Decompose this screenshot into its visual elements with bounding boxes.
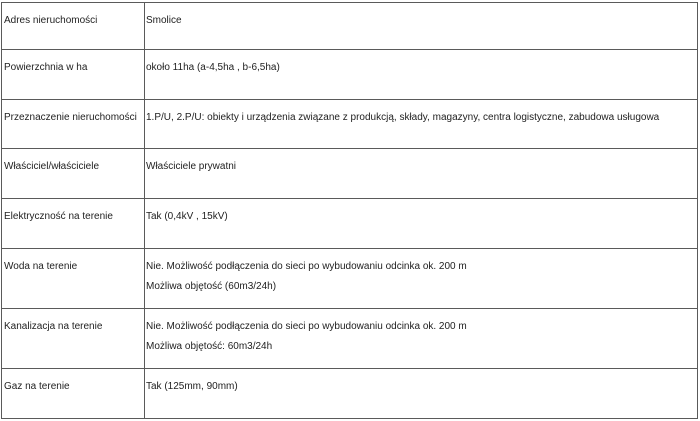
row-label-cell: [2, 100, 145, 149]
row-value: Właściciele prywatni: [146, 161, 237, 172]
row-label-cell: [2, 50, 145, 100]
row-value: Nie. Możliwość podłączenia do sieci po wybudowaniu odcinka ok. 200 m: [146, 321, 467, 332]
row-value: Tak (125mm, 90mm): [146, 381, 238, 392]
row-value: Tak (0,4kV , 15kV): [146, 211, 228, 222]
row-value: Smolice: [146, 15, 182, 26]
row-label: Adres nieruchomości: [4, 15, 98, 26]
row-value-secondary: Możliwa objętość: 60m3/24h: [146, 341, 273, 352]
table-row: [2, 309, 698, 369]
table-row: [2, 3, 698, 50]
row-value-cell: [145, 309, 698, 369]
table-row: [2, 149, 698, 199]
row-value-cell: [145, 199, 698, 249]
row-value: 1.P/U, 2.P/U: obiekty i urządzenia związane z produkcją, składy, magazyny, centra logistyczne, zabudowa usługowa: [146, 112, 660, 123]
row-value-cell: [145, 100, 698, 149]
row-value-cell: [145, 149, 698, 199]
table-row: [2, 249, 698, 309]
row-label: Powierzchnia w ha: [4, 62, 88, 73]
row-label: Właściciel/właściciele: [4, 161, 100, 172]
row-value-cell: [145, 50, 698, 100]
row-label-cell: [2, 249, 145, 309]
property-details-table: [1, 2, 698, 419]
row-value-secondary: Możliwa objętość (60m3/24h): [146, 281, 277, 292]
row-label: Gaz na terenie: [4, 381, 70, 392]
table-row: [2, 50, 698, 100]
row-label: Kanalizacja na terenie: [4, 321, 103, 332]
row-label-cell: [2, 309, 145, 369]
row-value-cell: [145, 369, 698, 419]
row-value-cell: [145, 249, 698, 309]
row-value: około 11ha (a-4,5ha , b-6,5ha): [146, 62, 280, 73]
row-label: Elektryczność na terenie: [4, 211, 113, 222]
row-value-cell: [145, 3, 698, 50]
table-row: [2, 199, 698, 249]
row-label-cell: [2, 199, 145, 249]
row-label-cell: [2, 3, 145, 50]
row-label: Przeznaczenie nieruchomości: [4, 112, 137, 123]
row-value: Nie. Możliwość podłączenia do sieci po wybudowaniu odcinka ok. 200 m: [146, 261, 467, 272]
row-label-cell: [2, 149, 145, 199]
table-row: [2, 100, 698, 149]
row-label-cell: [2, 369, 145, 419]
row-label: Woda na terenie: [4, 261, 78, 272]
table-row: [2, 369, 698, 419]
